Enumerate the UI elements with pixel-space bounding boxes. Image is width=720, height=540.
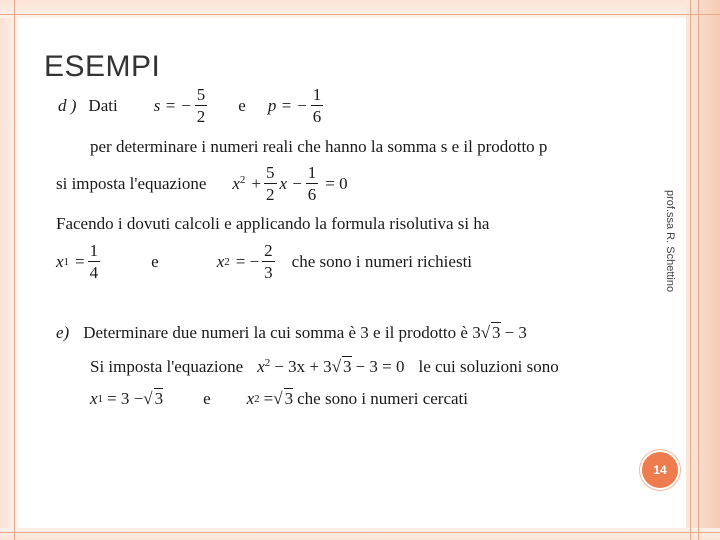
conjunction: e <box>203 388 211 408</box>
frame-left <box>0 0 18 540</box>
frame-line <box>14 0 15 540</box>
page-number-badge: 14 <box>642 452 678 488</box>
fraction: $\frac{1}{4}$ <box>89 241 99 282</box>
example-d-line-5: x 1 = $\frac{1}{4}$ e x 2 = − $\frac{2}{3}$ che sono i numeri richiesti <box>56 241 473 282</box>
example-e-line-1: e) Determinare due numeri la cui somma è 3 e il prodotto è 3 √ 3 − 3 <box>56 322 527 342</box>
example-d-line-3: si imposta l'equazione x $^2$ + $\frac{5}{2}$ x − $\frac{1}{6}$ = 0 <box>56 163 348 204</box>
intro-text: Dati <box>88 95 118 115</box>
p-variable: p = − <box>267 95 308 115</box>
example-d-line-1 <box>58 86 326 125</box>
frame-bottom <box>0 528 720 540</box>
example-label: e) <box>56 322 70 342</box>
equation-intro: si imposta l'equazione <box>56 173 207 193</box>
slide-title: ESEMPI <box>44 50 161 83</box>
frame-top <box>0 0 720 18</box>
frame-line <box>0 14 720 15</box>
author-credit: prof.ssa R. Schettino <box>664 190 676 293</box>
fraction: $\frac{1}{6}$ <box>312 85 322 126</box>
example-e-line-2: Si imposta l'equazione x $^2$ − 3x + 3 √ 3 − 3 = 0 le cui soluzioni sono <box>90 356 559 376</box>
fraction: $\frac{2}{3}$ <box>264 241 273 282</box>
example-d-line-4: Facendo i dovuti calcoli e applicando la formula risolutiva si ha <box>56 214 490 233</box>
example-label: d ) <box>58 95 77 115</box>
frame-line <box>0 532 720 533</box>
example-d-line-2: per determinare i numeri reali che hanno la somma s e il prodotto p <box>90 137 548 156</box>
fraction: $\frac{1}{6}$ <box>307 163 317 204</box>
conjunction: e <box>238 95 246 115</box>
conjunction: e <box>151 251 159 271</box>
frame-line <box>690 0 691 540</box>
frame-line <box>698 0 699 540</box>
s-variable: s = − <box>153 95 192 115</box>
fraction: $\frac{5}{2}$ <box>266 163 275 204</box>
fraction: $\frac{5}{2}$ <box>196 85 206 126</box>
frame-right <box>686 0 720 540</box>
example-e-line-3: x 1 = 3 − √ 3 e x 2 = √ 3 che sono i numeri cercati <box>90 388 468 408</box>
